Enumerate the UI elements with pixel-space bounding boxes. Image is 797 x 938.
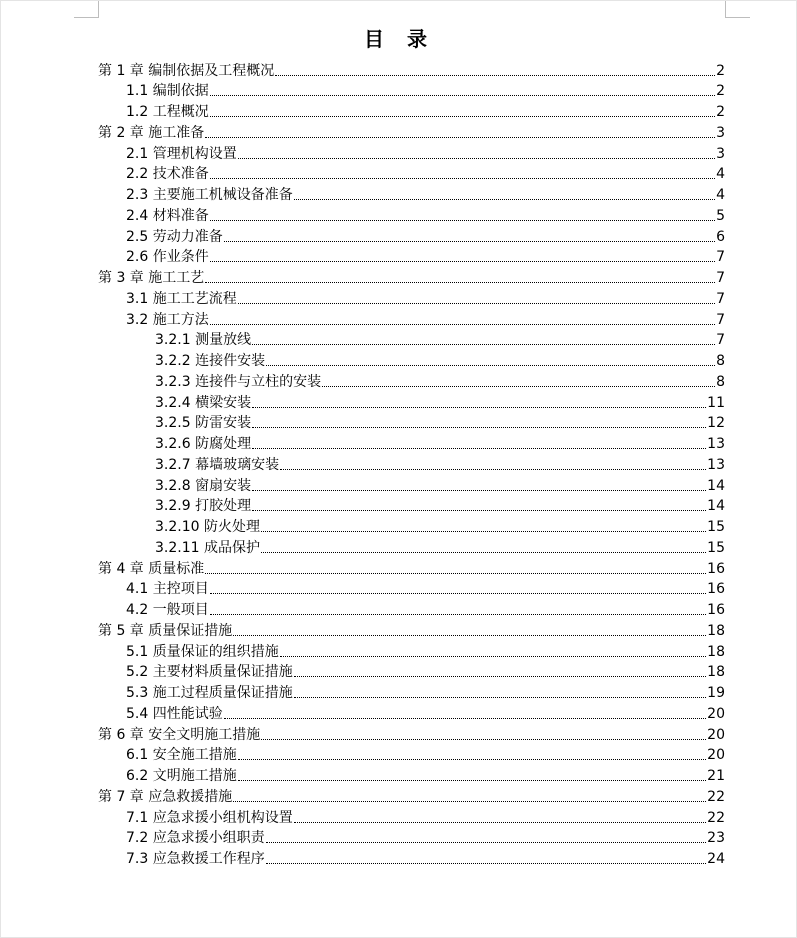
toc-dot-leader — [238, 758, 706, 760]
toc-entry-text: 5.4 四性能试验 — [126, 705, 223, 722]
toc-dot-leader — [205, 281, 715, 283]
toc-entry[interactable] — [98, 723, 725, 744]
toc-dot-leader — [275, 74, 715, 76]
toc-entry[interactable] — [98, 267, 725, 288]
toc-page-number: 22 — [707, 788, 725, 805]
toc-entry[interactable] — [126, 184, 725, 205]
toc-entry-text: 5.2 主要材料质量保证措施 — [126, 664, 293, 681]
toc-entry-text: 3.2.11 成品保护 — [155, 539, 260, 556]
toc-page-number: 19 — [707, 685, 725, 702]
toc-page-number: 14 — [707, 498, 725, 515]
toc-entry[interactable] — [126, 599, 725, 620]
toc-dot-leader — [210, 592, 706, 594]
toc-dot-leader — [252, 447, 706, 449]
toc-page-number: 8 — [716, 373, 725, 390]
toc-page-number: 3 — [716, 124, 725, 141]
toc-entry-text: 第 2 章 施工准备 — [98, 124, 205, 141]
toc-entry[interactable] — [126, 163, 725, 184]
toc-dot-leader — [280, 468, 706, 470]
toc-page-number: 7 — [716, 249, 725, 266]
toc-page-number: 7 — [716, 311, 725, 328]
toc-entry[interactable] — [155, 495, 725, 516]
toc-dot-leader — [210, 613, 706, 615]
toc-page-number: 13 — [707, 456, 725, 473]
toc-entry[interactable] — [155, 453, 725, 474]
toc-entry[interactable] — [98, 619, 725, 640]
toc-entry-text: 3.2.10 防火处理 — [155, 519, 260, 536]
toc-page-number: 11 — [707, 394, 725, 411]
toc-entry[interactable] — [155, 516, 725, 537]
toc-entry[interactable] — [98, 785, 725, 806]
toc-page-number: 6 — [716, 228, 725, 245]
toc-entry-text: 7.1 应急求援小组机构设置 — [126, 809, 293, 826]
toc-dot-leader — [238, 302, 715, 304]
toc-dot-leader — [210, 260, 715, 262]
toc-page-number: 8 — [716, 353, 725, 370]
toc-page-number: 5 — [716, 207, 725, 224]
toc-entry-text: 4.2 一般项目 — [126, 602, 209, 619]
toc-dot-leader — [266, 841, 706, 843]
toc-entry-text: 2.2 技术准备 — [126, 166, 209, 183]
toc-entry[interactable] — [126, 287, 725, 308]
toc-entry-text: 第 5 章 质量保证措施 — [98, 622, 233, 639]
toc-page-number: 3 — [716, 145, 725, 162]
toc-page-number: 13 — [707, 436, 725, 453]
toc-entry-text: 第 7 章 应急救援措施 — [98, 788, 233, 805]
toc-entry-text: 第 6 章 安全文明施工措施 — [98, 726, 261, 743]
toc-entry[interactable] — [126, 308, 725, 329]
toc-entry-text: 7.2 应急求援小组职责 — [126, 830, 265, 847]
toc-entry-text: 2.1 管理机构设置 — [126, 145, 237, 162]
toc-entry[interactable] — [126, 827, 725, 848]
toc-entry[interactable] — [126, 101, 725, 122]
toc-page-number: 24 — [707, 851, 725, 868]
toc-dot-leader — [322, 385, 715, 387]
toc-dot-leader — [224, 240, 715, 242]
toc-dot-leader — [294, 198, 715, 200]
toc-page-number: 15 — [707, 519, 725, 536]
toc-dot-leader — [252, 406, 706, 408]
toc-dot-leader — [238, 157, 715, 159]
toc-entry-text: 2.4 材料准备 — [126, 207, 209, 224]
toc-page-number: 18 — [707, 664, 725, 681]
toc-entry[interactable] — [126, 661, 725, 682]
toc-page-number: 21 — [707, 768, 725, 785]
page-corner-mark-left — [74, 1, 99, 18]
toc-entry-text: 3.1 施工工艺流程 — [126, 290, 237, 307]
page-corner-mark-right — [725, 1, 750, 18]
toc-entry-text: 2.5 劳动力准备 — [126, 228, 223, 245]
toc-page-number: 4 — [716, 187, 725, 204]
toc-page-number: 20 — [707, 705, 725, 722]
toc-dot-leader — [261, 530, 706, 532]
toc-dot-leader — [205, 136, 715, 138]
toc-entry[interactable] — [155, 350, 725, 371]
toc-dot-leader — [252, 343, 715, 345]
toc-title: 目 录 — [364, 27, 435, 51]
toc-entry-text: 5.3 施工过程质量保证措施 — [126, 685, 293, 702]
toc-dot-leader — [224, 717, 706, 719]
toc-entry-text: 第 3 章 施工工艺 — [98, 270, 205, 287]
toc-page-number: 7 — [716, 270, 725, 287]
toc-dot-leader — [233, 634, 706, 636]
toc-dot-leader — [210, 219, 715, 221]
toc-dot-leader — [238, 779, 706, 781]
toc-entry-text: 6.1 安全施工措施 — [126, 747, 237, 764]
toc-entry[interactable] — [126, 702, 725, 723]
toc-page-number: 20 — [707, 726, 725, 743]
toc-entry-text: 3.2 施工方法 — [126, 311, 209, 328]
toc-entry[interactable] — [126, 80, 725, 101]
toc-dot-leader — [261, 551, 706, 553]
toc-entry[interactable] — [155, 412, 725, 433]
toc-dot-leader — [252, 489, 706, 491]
toc-entry-text: 7.3 应急救援工作程序 — [126, 851, 265, 868]
toc-entry-text: 3.2.1 测量放线 — [155, 332, 252, 349]
toc-page-number: 12 — [707, 415, 725, 432]
toc-page-number: 15 — [707, 539, 725, 556]
toc-dot-leader — [210, 94, 715, 96]
toc-entry[interactable] — [98, 59, 725, 80]
toc-entry-text: 1.1 编制依据 — [126, 83, 209, 100]
toc-dot-leader — [210, 177, 715, 179]
toc-entry-text: 3.2.2 连接件安装 — [155, 353, 266, 370]
toc-dot-leader — [205, 572, 706, 574]
toc-page-number: 22 — [707, 809, 725, 826]
toc-entry-text: 1.2 工程概况 — [126, 104, 209, 121]
toc-page-number: 18 — [707, 622, 725, 639]
toc-page-number: 16 — [707, 581, 725, 598]
toc-entry-text: 3.2.6 防腐处理 — [155, 436, 252, 453]
toc-page-number: 16 — [707, 602, 725, 619]
toc-entry-text: 4.1 主控项目 — [126, 581, 209, 598]
toc-entry[interactable] — [126, 640, 725, 661]
toc-entry-text: 2.6 作业条件 — [126, 249, 209, 266]
toc-dot-leader — [252, 426, 706, 428]
toc-entry-text: 3.2.9 打胶处理 — [155, 498, 252, 515]
toc-entry-text: 3.2.4 横梁安装 — [155, 394, 252, 411]
toc-entry-text: 3.2.8 窗扇安装 — [155, 477, 252, 494]
toc-entry[interactable] — [155, 536, 725, 557]
toc-dot-leader — [210, 115, 715, 117]
toc-entry[interactable] — [126, 142, 725, 163]
toc-page-number: 7 — [716, 332, 725, 349]
toc-dot-leader — [294, 821, 706, 823]
toc-entry-text: 3.2.5 防雷安装 — [155, 415, 252, 432]
toc-entry[interactable] — [98, 557, 725, 578]
toc-page-number: 16 — [707, 560, 725, 577]
toc-page-number: 20 — [707, 747, 725, 764]
toc-dot-leader — [280, 655, 706, 657]
toc-entry[interactable] — [126, 246, 725, 267]
toc-entry[interactable] — [126, 682, 725, 703]
toc-entry[interactable] — [155, 474, 725, 495]
toc-entry[interactable] — [155, 329, 725, 350]
toc-dot-leader — [210, 323, 715, 325]
toc-page-number: 18 — [707, 643, 725, 660]
toc-page-number: 23 — [707, 830, 725, 847]
toc-entry[interactable] — [126, 204, 725, 225]
toc-entry-text: 2.3 主要施工机械设备准备 — [126, 187, 293, 204]
toc-dot-leader — [261, 738, 706, 740]
toc-entry[interactable] — [126, 848, 725, 869]
toc-page-number: 14 — [707, 477, 725, 494]
toc-dot-leader — [252, 509, 706, 511]
toc-entry[interactable] — [126, 806, 725, 827]
toc-entry[interactable] — [98, 121, 725, 142]
toc-page-number: 2 — [716, 62, 725, 79]
toc-entry[interactable] — [126, 225, 725, 246]
toc-entry-text: 3.2.7 幕墙玻璃安装 — [155, 456, 280, 473]
toc-page-number: 2 — [716, 104, 725, 121]
toc-entry[interactable] — [126, 744, 725, 765]
toc-page-number: 7 — [716, 290, 725, 307]
toc-entry[interactable] — [155, 370, 725, 391]
toc-entry[interactable] — [126, 578, 725, 599]
toc-dot-leader — [233, 800, 706, 802]
toc-dot-leader — [294, 696, 706, 698]
toc-entry-text: 3.2.3 连接件与立柱的安装 — [155, 373, 322, 390]
toc-dot-leader — [266, 862, 706, 864]
toc-entry[interactable] — [155, 433, 725, 454]
toc-entry[interactable] — [126, 765, 725, 786]
toc-entry-text: 6.2 文明施工措施 — [126, 768, 237, 785]
toc-dot-leader — [294, 675, 706, 677]
toc-entry[interactable] — [155, 391, 725, 412]
toc-page-number: 4 — [716, 166, 725, 183]
toc-page-number: 2 — [716, 83, 725, 100]
toc-entry-text: 5.1 质量保证的组织措施 — [126, 643, 279, 660]
toc-entry-text: 第 1 章 编制依据及工程概况 — [98, 62, 275, 79]
toc-entry-text: 第 4 章 质量标准 — [98, 560, 205, 577]
toc-dot-leader — [266, 364, 715, 366]
